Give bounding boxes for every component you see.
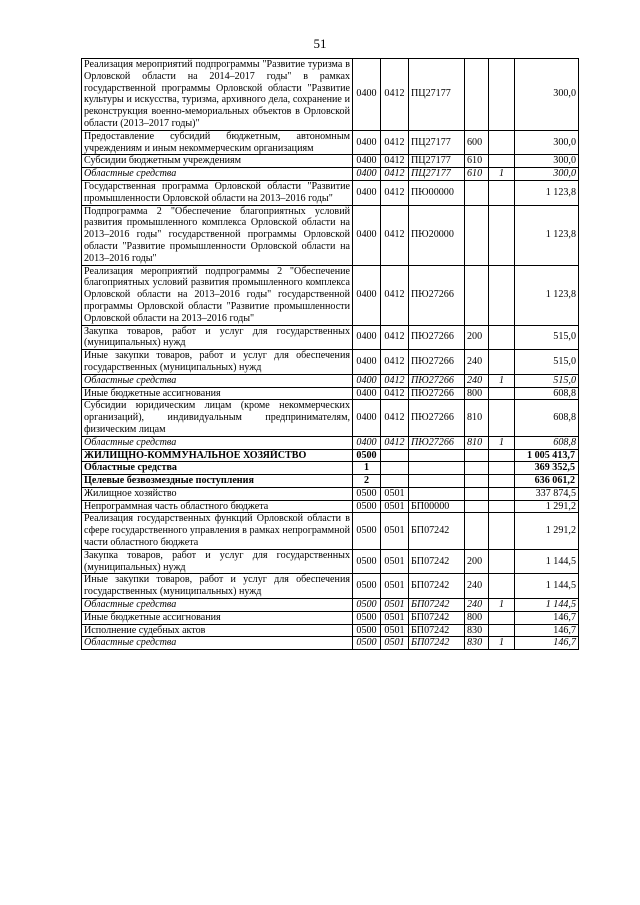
target-article-cell — [409, 462, 465, 475]
funding-source-cell — [489, 475, 515, 488]
target-article-cell: БП07242 — [409, 624, 465, 637]
target-article-cell: ПЦ27177 — [409, 155, 465, 168]
target-article-cell — [409, 475, 465, 488]
razdel-code-cell: 0400 — [353, 325, 381, 350]
amount-cell: 1 123,8 — [515, 265, 579, 325]
table-row — [82, 462, 579, 475]
razdel-code-cell: 0500 — [353, 500, 381, 513]
amount-cell: 146,7 — [515, 624, 579, 637]
table-row — [82, 624, 579, 637]
target-article-cell: ПЮ27266 — [409, 436, 465, 449]
podrazdel-code-cell: 0501 — [381, 487, 409, 500]
amount-cell: 515,0 — [515, 350, 579, 375]
expense-name-cell: Государственная программа Орловской области "Развитие промышленности Орловской области на 2013–2016 годы" — [82, 180, 353, 205]
funding-source-cell — [489, 487, 515, 500]
podrazdel-code-cell: 0412 — [381, 59, 409, 131]
table-row — [82, 130, 579, 155]
funding-source-cell — [489, 350, 515, 375]
funding-source-cell: 1 — [489, 374, 515, 387]
target-article-cell: БП07242 — [409, 611, 465, 624]
expense-type-cell — [465, 180, 489, 205]
table-row — [82, 374, 579, 387]
funding-source-cell — [489, 449, 515, 462]
table-row — [82, 168, 579, 181]
expense-type-cell: 810 — [465, 436, 489, 449]
podrazdel-code-cell: 0412 — [381, 155, 409, 168]
razdel-code-cell: 0400 — [353, 168, 381, 181]
expense-name-cell: Иные закупки товаров, работ и услуг для обеспечения государственных (муниципальных) нужд — [82, 574, 353, 599]
expense-type-cell: 800 — [465, 387, 489, 400]
table-row — [82, 325, 579, 350]
target-article-cell: БП07242 — [409, 574, 465, 599]
expense-type-cell: 240 — [465, 350, 489, 375]
podrazdel-code-cell: 0501 — [381, 599, 409, 612]
expense-name-cell: Субсидии бюджетным учреждениям — [82, 155, 353, 168]
target-article-cell: БП07242 — [409, 637, 465, 650]
target-article-cell: ПЦ27177 — [409, 168, 465, 181]
funding-source-cell: 1 — [489, 168, 515, 181]
amount-cell: 146,7 — [515, 637, 579, 650]
amount-cell: 369 352,5 — [515, 462, 579, 475]
page-number: 51 — [313, 36, 327, 51]
podrazdel-code-cell: 0412 — [381, 180, 409, 205]
razdel-code-cell: 0500 — [353, 549, 381, 574]
table-row — [82, 350, 579, 375]
funding-source-cell — [489, 549, 515, 574]
podrazdel-code-cell: 0412 — [381, 205, 409, 265]
table-row — [82, 500, 579, 513]
podrazdel-code-cell — [381, 462, 409, 475]
amount-cell: 146,7 — [515, 611, 579, 624]
expense-type-cell: 800 — [465, 611, 489, 624]
expense-name-cell: Закупка товаров, работ и услуг для государственных (муниципальных) нужд — [82, 325, 353, 350]
razdel-code-cell: 0500 — [353, 624, 381, 637]
amount-cell: 608,8 — [515, 387, 579, 400]
amount-cell: 337 874,5 — [515, 487, 579, 500]
amount-cell: 1 005 413,7 — [515, 449, 579, 462]
target-article-cell: ПЮ27266 — [409, 400, 465, 436]
razdel-code-cell: 0500 — [353, 513, 381, 549]
table-row — [82, 387, 579, 400]
expense-name-cell: Подпрограмма 2 "Обеспечение благоприятных условий развития промышленного комплекса Орловской области на 2013–2016 годы" государственной программы Орловской области "Развитие промышленности Орловской области на 2013–2016 годы" — [82, 205, 353, 265]
razdel-code-cell: 0500 — [353, 611, 381, 624]
funding-source-cell — [489, 513, 515, 549]
podrazdel-code-cell: 0501 — [381, 574, 409, 599]
expense-type-cell — [465, 462, 489, 475]
target-article-cell: ПЮ27266 — [409, 387, 465, 400]
table-row — [82, 549, 579, 574]
funding-source-cell — [489, 325, 515, 350]
table-row — [82, 400, 579, 436]
podrazdel-code-cell: 0412 — [381, 387, 409, 400]
amount-cell: 300,0 — [515, 155, 579, 168]
amount-cell: 1 144,5 — [515, 549, 579, 574]
expense-name-cell: Реализация мероприятий подпрограммы 2 "Обеспечение благоприятных условий развития промышленного комплекса Орловской области на 2013–2016 годы" государственной программы Орловской области "Развитие промышленности Орловской области на 2013–2016 годы" — [82, 265, 353, 325]
target-article-cell: БП00000 — [409, 500, 465, 513]
target-article-cell: ПЦ27177 — [409, 59, 465, 131]
expense-type-cell — [465, 487, 489, 500]
funding-source-cell — [489, 624, 515, 637]
funding-source-cell — [489, 611, 515, 624]
razdel-code-cell: 0400 — [353, 59, 381, 131]
table-row — [82, 475, 579, 488]
expense-type-cell — [465, 59, 489, 131]
razdel-code-cell: 0400 — [353, 436, 381, 449]
funding-source-cell — [489, 500, 515, 513]
razdel-code-cell: 0400 — [353, 155, 381, 168]
funding-source-cell — [489, 130, 515, 155]
funding-source-cell: 1 — [489, 637, 515, 650]
target-article-cell: БП07242 — [409, 513, 465, 549]
budget-table — [81, 58, 579, 650]
razdel-code-cell: 0400 — [353, 265, 381, 325]
amount-cell: 1 144,5 — [515, 599, 579, 612]
target-article-cell: ПЮ20000 — [409, 205, 465, 265]
podrazdel-code-cell: 0501 — [381, 624, 409, 637]
expense-type-cell — [465, 475, 489, 488]
target-article-cell: ПЮ27266 — [409, 374, 465, 387]
target-article-cell: ПЮ00000 — [409, 180, 465, 205]
expense-name-cell: Иные бюджетные ассигнования — [82, 387, 353, 400]
expense-name-cell: Областные средства — [82, 374, 353, 387]
table-row — [82, 265, 579, 325]
razdel-code-cell: 0500 — [353, 599, 381, 612]
podrazdel-code-cell: 0412 — [381, 436, 409, 449]
podrazdel-code-cell: 0501 — [381, 611, 409, 624]
amount-cell: 300,0 — [515, 168, 579, 181]
expense-name-cell: Областные средства — [82, 436, 353, 449]
target-article-cell: ПЦ27177 — [409, 130, 465, 155]
amount-cell: 515,0 — [515, 374, 579, 387]
expense-name-cell: Областные средства — [82, 637, 353, 650]
table-row — [82, 449, 579, 462]
expense-type-cell: 240 — [465, 599, 489, 612]
razdel-code-cell: 0400 — [353, 130, 381, 155]
expense-type-cell: 610 — [465, 155, 489, 168]
target-article-cell: БП07242 — [409, 549, 465, 574]
table-row — [82, 155, 579, 168]
funding-source-cell — [489, 387, 515, 400]
podrazdel-code-cell: 0501 — [381, 549, 409, 574]
table-row — [82, 637, 579, 650]
razdel-code-cell: 0400 — [353, 400, 381, 436]
razdel-code-cell: 0500 — [353, 637, 381, 650]
expense-type-cell — [465, 500, 489, 513]
expense-type-cell — [465, 205, 489, 265]
expense-type-cell: 610 — [465, 168, 489, 181]
expense-type-cell: 200 — [465, 549, 489, 574]
razdel-code-cell: 0500 — [353, 449, 381, 462]
expense-type-cell: 240 — [465, 374, 489, 387]
podrazdel-code-cell: 0412 — [381, 400, 409, 436]
funding-source-cell — [489, 180, 515, 205]
razdel-code-cell: 0500 — [353, 487, 381, 500]
expense-name-cell: Реализация государственных функций Орловской области в сфере государственного управления в рамках непрограммной части областного бюджета — [82, 513, 353, 549]
expense-name-cell: Закупка товаров, работ и услуг для государственных (муниципальных) нужд — [82, 549, 353, 574]
podrazdel-code-cell: 0412 — [381, 168, 409, 181]
podrazdel-code-cell: 0412 — [381, 374, 409, 387]
table-row — [82, 513, 579, 549]
podrazdel-code-cell: 0412 — [381, 265, 409, 325]
expense-type-cell — [465, 449, 489, 462]
amount-cell: 515,0 — [515, 325, 579, 350]
expense-type-cell: 810 — [465, 400, 489, 436]
expense-type-cell — [465, 513, 489, 549]
funding-source-cell — [489, 400, 515, 436]
amount-cell: 300,0 — [515, 130, 579, 155]
razdel-code-cell: 0400 — [353, 205, 381, 265]
podrazdel-code-cell — [381, 475, 409, 488]
podrazdel-code-cell: 0501 — [381, 500, 409, 513]
expense-type-cell — [465, 265, 489, 325]
amount-cell: 1 144,5 — [515, 574, 579, 599]
expense-name-cell: Жилищное хозяйство — [82, 487, 353, 500]
expense-name-cell: Субсидии юридическим лицам (кроме некоммерческих организаций), индивидуальным предпринимателям, физическим лицам — [82, 400, 353, 436]
target-article-cell — [409, 449, 465, 462]
table-row — [82, 574, 579, 599]
amount-cell: 608,8 — [515, 400, 579, 436]
expense-type-cell: 200 — [465, 325, 489, 350]
funding-source-cell — [489, 155, 515, 168]
razdel-code-cell: 2 — [353, 475, 381, 488]
table-row — [82, 59, 579, 131]
podrazdel-code-cell: 0501 — [381, 637, 409, 650]
expense-name-cell: Областные средства — [82, 168, 353, 181]
podrazdel-code-cell: 0412 — [381, 350, 409, 375]
expense-name-cell: Областные средства — [82, 462, 353, 475]
razdel-code-cell: 0500 — [353, 574, 381, 599]
funding-source-cell: 1 — [489, 599, 515, 612]
expense-name-cell: Исполнение судебных актов — [82, 624, 353, 637]
expense-name-cell: Иные закупки товаров, работ и услуг для обеспечения государственных (муниципальных) нужд — [82, 350, 353, 375]
razdel-code-cell: 1 — [353, 462, 381, 475]
expense-name-cell: Непрограммная часть областного бюджета — [82, 500, 353, 513]
target-article-cell: ПЮ27266 — [409, 265, 465, 325]
target-article-cell: ПЮ27266 — [409, 325, 465, 350]
expense-name-cell: Реализация мероприятий подпрограммы "Развитие туризма в Орловской области на 2014–2017 годы" в рамках государственной программы Орловской области "Развитие культуры и искусства, туризма, архивного дела, сохранение и реконструкция военно-мемориальных объектов в Орловской области (2013–2017 годы)" — [82, 59, 353, 131]
table-row — [82, 205, 579, 265]
table-row — [82, 487, 579, 500]
table-row — [82, 436, 579, 449]
expense-type-cell: 600 — [465, 130, 489, 155]
funding-source-cell — [489, 462, 515, 475]
amount-cell: 636 061,2 — [515, 475, 579, 488]
amount-cell: 1 123,8 — [515, 180, 579, 205]
expense-name-cell: Целевые безвозмездные поступления — [82, 475, 353, 488]
expense-name-cell: Предоставление субсидий бюджетным, автономным учреждениям и иным некоммерческим организациям — [82, 130, 353, 155]
podrazdel-code-cell — [381, 449, 409, 462]
expense-type-cell: 240 — [465, 574, 489, 599]
razdel-code-cell: 0400 — [353, 374, 381, 387]
expense-name-cell: Иные бюджетные ассигнования — [82, 611, 353, 624]
amount-cell: 300,0 — [515, 59, 579, 131]
amount-cell: 608,8 — [515, 436, 579, 449]
podrazdel-code-cell: 0412 — [381, 130, 409, 155]
podrazdel-code-cell: 0501 — [381, 513, 409, 549]
table-row — [82, 599, 579, 612]
amount-cell: 1 291,2 — [515, 513, 579, 549]
funding-source-cell — [489, 205, 515, 265]
target-article-cell — [409, 487, 465, 500]
funding-source-cell — [489, 574, 515, 599]
table-row — [82, 611, 579, 624]
amount-cell: 1 123,8 — [515, 205, 579, 265]
funding-source-cell — [489, 59, 515, 131]
razdel-code-cell: 0400 — [353, 180, 381, 205]
funding-source-cell — [489, 265, 515, 325]
expense-name-cell: Областные средства — [82, 599, 353, 612]
razdel-code-cell: 0400 — [353, 387, 381, 400]
razdel-code-cell: 0400 — [353, 350, 381, 375]
table-row — [82, 180, 579, 205]
podrazdel-code-cell: 0412 — [381, 325, 409, 350]
target-article-cell: ПЮ27266 — [409, 350, 465, 375]
funding-source-cell: 1 — [489, 436, 515, 449]
expense-name-cell: ЖИЛИЩНО-КОММУНАЛЬНОЕ ХОЗЯЙСТВО — [82, 449, 353, 462]
expense-type-cell: 830 — [465, 624, 489, 637]
target-article-cell: БП07242 — [409, 599, 465, 612]
amount-cell: 1 291,2 — [515, 500, 579, 513]
expense-type-cell: 830 — [465, 637, 489, 650]
